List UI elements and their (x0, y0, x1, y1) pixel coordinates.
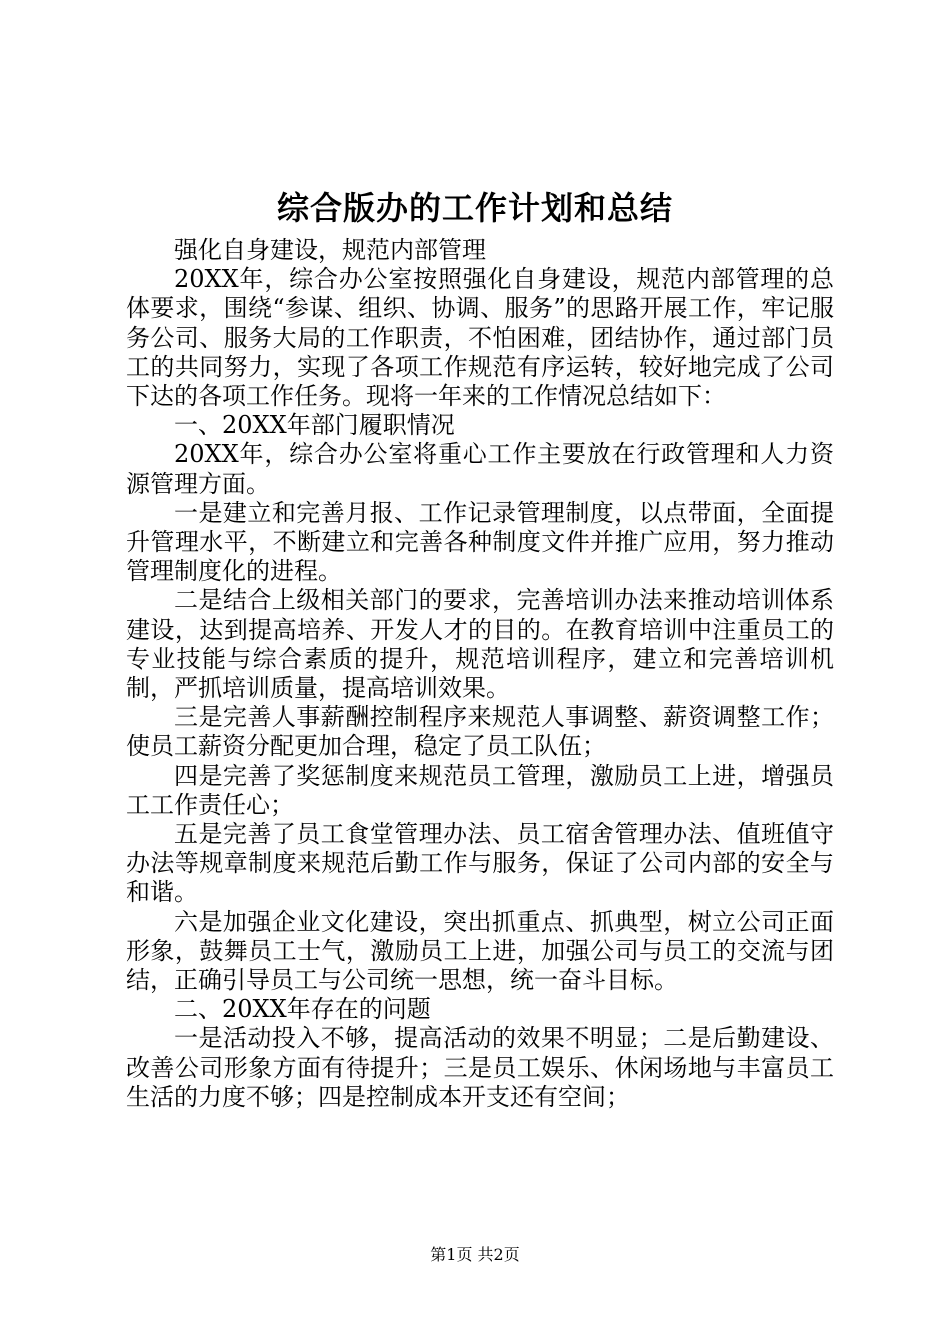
document-title: 综合版办的工作计划和总结 (276, 189, 673, 227)
document-body (126, 236, 834, 1112)
page-footer: 第1页 共2页 (430, 1245, 520, 1264)
paragraph-item-3: 三是完善人事薪酬控制程序来规范人事调整、薪资调整工作；使员工薪资分配更加合理，稳定了员工队伍； (126, 703, 834, 761)
paragraph-item-5: 五是完善了员工食堂管理办法、员工宿舍管理办法、值班值守办法等规章制度来规范后勤工作与服务，保证了公司内部的安全与和谐。 (126, 820, 834, 907)
paragraph-item-6: 六是加强企业文化建设，突出抓重点、抓典型，树立公司正面形象，鼓舞员工士气，激励员工上进，加强公司与员工的交流与团结，正确引导员工与公司统一思想，统一奋斗目标。 (126, 907, 834, 995)
section-heading-1: 一、20XX年部门履职情况 (174, 411, 455, 440)
section-heading-2: 二、20XX年存在的问题 (174, 995, 431, 1024)
paragraph-item-1: 一是建立和完善月报、工作记录管理制度，以点带面，全面提升管理水平，不断建立和完善各种制度文件并推广应用，努力推动管理制度化的进程。 (126, 498, 834, 586)
paragraph-overview: 20XX年，综合办公室将重心工作主要放在行政管理和人力资源管理方面。 (126, 440, 834, 498)
paragraph-subtitle: 强化自身建设，规范内部管理 (174, 236, 486, 264)
paragraph-problems: 一是活动投入不够，提高活动的效果不明显；二是后勤建设、改善公司形象方面有待提升；三是员工娱乐、休闲场地与丰富员工生活的力度不够；四是控制成本开支还有空间； (126, 1024, 834, 1111)
paragraph-item-4: 四是完善了奖惩制度来规范员工管理，激励员工上进，增强员工工作责任心； (126, 761, 834, 819)
paragraph-intro: 20XX年，综合办公室按照强化自身建设，规范内部管理的总体要求，围绕“参谋、组织、协调、服务”的思路开展工作，牢记服务公司、服务大局的工作职责，不怕困难，团结协作，通过部门员工的共同努力，实现了各项工作规范有序运转，较好地完成了公司下达的各项工作任务。现将一年来的工作情况总结如下： (126, 265, 834, 411)
paragraph-item-2: 二是结合上级相关部门的要求，完善培训办法来推动培训体系建设，达到提高培养、开发人才的目的。在教育培训中注重员工的专业技能与综合素质的提升，规范培训程序，建立和完善培训机制，严抓培训质量，提高培训效果。 (126, 586, 834, 703)
